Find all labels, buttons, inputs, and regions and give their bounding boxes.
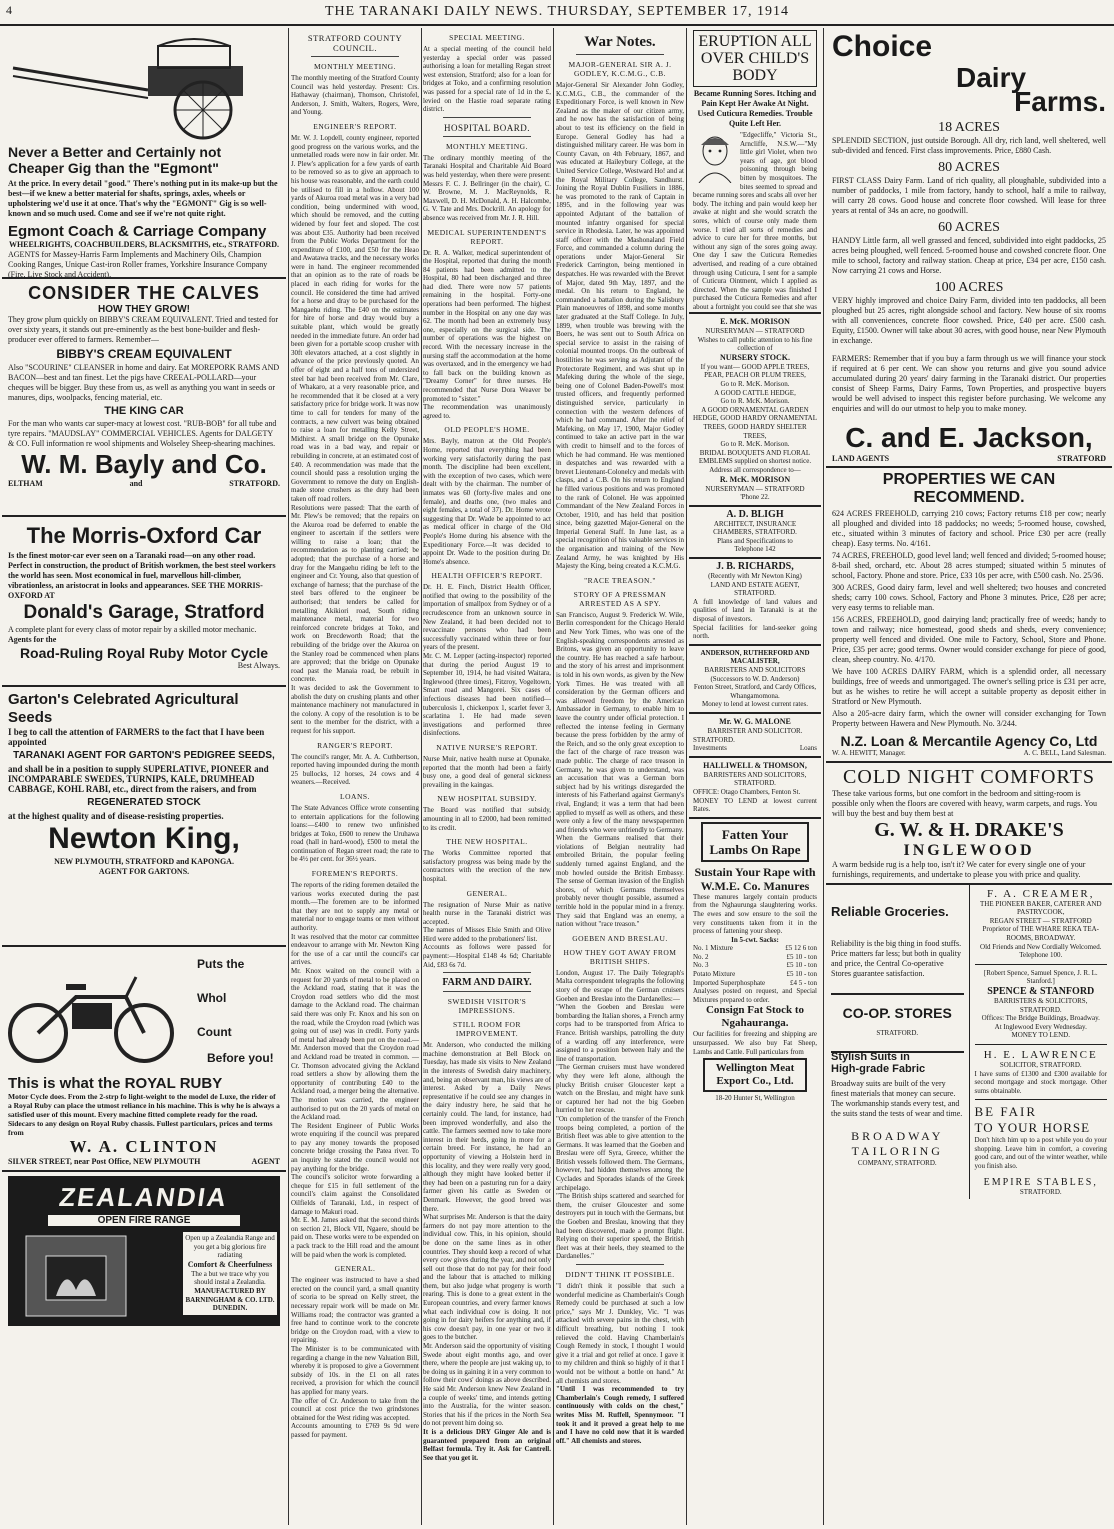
didnt-think-heading: DIDN'T THINK IT POSSIBLE. (565, 1270, 675, 1279)
chamberlain-para-2: "Until I was recommended to try Chamberlain's Cough remedy, I suffered continuously with colds on the chest," writes Miss M. Ruffell, Spennymoor. "I took it and it proved a great help to me and I have no cold now that it is warded off." All chemists and stores. (556, 1385, 684, 1445)
bayly-loc-eltham: ELTHAM (8, 479, 43, 488)
lawrence-body: I have sums of £1300 and £300 available for second mortgage and stock mortgage. Other sums obtainable. (974, 1069, 1107, 1095)
col6-lower-right (970, 885, 1113, 1200)
council-para-4: It was decided to ask the Government to abolish the duty on crushing plants and other maintenance machinery not manufactured in the colony. A copy of the resolution is to be sent to the member for the district, with a request for his support. (291, 683, 419, 735)
manure-price-list (693, 944, 817, 987)
hospital-para-5: Mrs. Bayly, matron at the Old People's Home, reported that everything had been working very satisfactorily during the past month. The discipline had been excellent, with the exception of two cases, which were dealt with by the chairman. The number of inmates was 60 (forty-five males and one female), and deaths one, (two males and eight females, a total of 37). Dr. Home wrote suggesting that Dr. Wade be appointed to act as medical officer in charge of the Old People's Home during his absence with the Expeditionary Force.—It was decided to appoint Dr. Wade to the position during Dr. Home's absence. (423, 437, 551, 566)
bligh-title: ARCHITECT, INSURANCE CHAMBERS, STRATFORD. (713, 519, 797, 537)
zealandia-body2: The a but we trace why you should instal a Zealandia. (191, 1269, 269, 1287)
coop-stores: CO-OP. STORES (831, 993, 964, 1053)
council-para-14: The Minister is to be communicated with regarding a change in the new Valuation Bill, whereby it is proposed to give a Government subsidy of 10s. in the £1 on all rates received, a provision for which the council has applied for many years. (291, 1344, 419, 1396)
wellington-meat-company: Wellington Meat Export Co., Ltd. (703, 1058, 807, 1092)
jackson-ad (826, 414, 1112, 468)
fabric-body: Broadway suits are built of the very finest materials that money can secure. The workmanship stands every test, and the suits stand the tests of wear and time. (831, 1079, 963, 1119)
garton-agent2: AGENT FOR GARTONS. (98, 867, 190, 876)
council-para-13: The engineer was instructed to have a shed erected on the council yard, a small quantity of scoria to be spread on Kelly street, the necessary repair work will be made on Mr. Williams road; the contractor was granted a free hand to continue work to the concrete bridge on the Croydon road, with a view to repairing. (291, 1276, 419, 1345)
richards-sub: (Recently with Mr Newton King) (708, 572, 802, 581)
property-item: 156 ACRES, FREEHOLD, good dairying land; practically free of weeds; handy to town and railway; nice homestead, good sheds and sheds, every convenience; property well fenced and divided. One mile to Factory, School, Store and Phone. Price, £35 per acre; good terms. Owner would consider exchange for piece of good, clean, sheep country. No. 4/170. (832, 615, 1106, 664)
property-item: Also a 205-acre dairy farm, which the owner will consider exchanging for Town Property between Hawera and New Plymouth. No. 3/244. (832, 709, 1106, 728)
egmont-trades: WHEELRIGHTS, COACHBUILDERS, BLACKSMITHS, etc., STRATFORD. (8, 240, 280, 249)
clinton-address: SILVER STREET, near Post Office, NEW PLYMOUTH (8, 1157, 201, 1166)
bayly-loc-and: and (129, 479, 143, 488)
eruption-body: "Edgecliffe," Victoria St., Arncliffe, N.S.W.—"My little girl Violet, when two years of age, got blood poisoning through being bitten by mosquitoes. The bites seemed to spread and became running sores and scabs all over her body. The itching and pain would keep her awake at night and she would scratch the sores, which of course only made them worse. I tried all sorts of remedies and advice to cure her for three months, but without any sign of the sores going away. One day I saw the Cuticura Remedies advertised, and reading of a cure obtained through using Cuticura, I sent for a sample of Cuticura Ointment, which I applied as directed. When the sample was finished I purchased the Cuticura Remedies and after about a fortnight you could see that she was (693, 131, 817, 311)
richards-body2: Special facilities for land-seeker going north. (693, 623, 817, 641)
column-4-news (556, 28, 684, 1527)
page-number: 4 (6, 3, 13, 17)
war-para-7: "On completion of the transfer of the French troops being completed, a portion of the British fleet was able to give attention to the Germans. It was learned that the Goeben and Breslau were off Syra, Greece, whither the British vessels followed them. The Germans, however, had hidden themselves among the Cyclades and Sporades islands of the Greek archipelago. (556, 1114, 684, 1192)
bligh-ad (689, 507, 821, 559)
masthead (0, 0, 1114, 26)
dairy-word: Dairy (956, 62, 1027, 93)
eruption-sub: Became Running Sores. Itching and Pain Kept Her Awake At Night. Used Cuticura Remedies. Trouble Quite Left Her. (693, 89, 817, 128)
calves-ad (2, 279, 286, 517)
column-2-news (291, 28, 419, 1527)
hospital-para-7: Mr. C. M. Lepper (acting-inspector) reported that during the period August 19 to September 10, 1914, he had visited Waitara, Inglewood (three times), Fitzroy, Vogeltown, Smart road and Mangorei. Six cases of infectious diseases had been notified—tuberculosis 1, chickenpox 1, scarlet fever 3, scarlatina 1. He had made seven investigations and performed three disinfections. (423, 652, 551, 738)
loans-heading: LOANS. (340, 791, 370, 801)
garton-agent: TARANAKI AGENT FOR GARTON'S PEDIGREE SEEDS, (13, 750, 275, 761)
malone-name: Mr. W. G. MALONE (719, 716, 791, 726)
garton-body3: at the highest quality and of disease-resisting properties. (8, 811, 224, 821)
king-car-body: For the man who wants car super-macy at lowest cost. "RUB-BOB" for all tube and tyre repairs. "MAUDSLAY" COMMERCIAL VEHICLES. Agents for DALGETY & CO. Full information re wool shipments and Wolseley Sheep-shearing machines. (8, 419, 277, 448)
motorcycle-illustration (6, 957, 176, 1067)
zealandia-body: Open up a Zealandia Range and you get a big glorious fire radiating (185, 1234, 275, 1260)
subsidy-heading: NEW HOSPITAL SUBSIDY. (437, 794, 537, 804)
swedish-visitor-heading: SWEDISH VISITOR'S IMPRESSIONS. (447, 997, 527, 1016)
bligh-name: A. D. BLIGH (726, 508, 784, 520)
donalds-garage: Donald's Garage, Stratford (23, 602, 265, 623)
masthead-title: THE TARANAKI DAILY NEWS. THURSDAY, SEPTEMBER 17, 1914 (324, 4, 790, 19)
anderson-title: BARRISTERS AND SOLICITORS (704, 666, 806, 674)
hospital-general-heading: GENERAL. (466, 888, 508, 898)
native-nurse-heading: NATIVE NURSE'S REPORT. (436, 742, 538, 752)
malone-investments: Investments (693, 744, 727, 753)
price-row: Imported Superphosphate £4 5 - ton (693, 978, 817, 987)
council-para-11: The council's solicitor wrote forwarding a cheque for £15 in full settlement of the council's claim against the Consolidated Oilfields of Taranaki, Ltd., in respect of damage to Makuri road. (291, 1173, 419, 1216)
manure-note: Analyses posted on request, and Special Mixtures prepared to order. (693, 987, 817, 1004)
bayly-locations (8, 479, 280, 489)
column-5-ads (689, 28, 821, 1527)
groceries-body: Reliability is the big thing in food stuffs. Price matters far less; but both in quality and price, the Central Co-operative Stores guarantee satisfaction. (831, 938, 962, 978)
clinton-agent: W. A. CLINTON (69, 1137, 219, 1156)
engineer-report-heading: ENGINEER'S REPORT. (313, 121, 397, 131)
morison-want: If you want— GOOD APPLE TREES, PEAR, PEACH OR PLUM TREES, (700, 362, 810, 380)
lawrence-title: SOLICITOR, STRATFORD. (999, 1060, 1082, 1069)
war-para-1: Major-General Sir Alexander John Godley, K.C.M.G., C.B., the commander of the Expeditionary Force, is well known in New Zealand as the maker of our citizen army, and he now has the satisfaction of being about to test its efficiency on the field in Europe. General Godley has had a distinguished military career. He was born in County Cavan, on 4th February, 1867, and was educated at Haileybury College, at the United Service College, Westward Ho! and at the Royal Military College, Sandhurst. Joining the Royal Dublin Fusiliers in 1886, he was promoted to the rank of Captain in 1895, and in the following year was appointed Adjutant of the battalion of mounted infantry organised for special service in Rhodesia. Later, he was appointed staff officer with the Mashonaland Field Force, and commanded a column during the operations under Major-General Sir Frederick Carrington, being mentioned in despatches. He was rewarded with the Brevet of Major, dated 9th May, 1897, and the medal. On his return to England, he commanded a battalion during the Salisbury Plain manoeuvres of 1898, and some months later graduated at the Staff College. In July, 1899, when trouble was brewing with the Boers, he was sent out to South Africa on special service to assist in the raising of colonial mounted troops. On the outbreak of hostilities he was serving as Adjutant of the Protectorate Regiment, and was shut up in Mafeking during the whole of the siege, being one of Colonel Baden-Powell's most trusted officers, and frequently performed distinguished service, particularly in connection with the western defences of which he had command. After the relief of Mafeking, on May 17, 1900, Major Godley continued to take an active part in the war with credit to himself and to the forces of which he had command. He was mentioned in despatches and was rewarded with a brevet Lieutenant-Colonelcy and medals with clasps, and a C.B. On his return to England he filled various positions and was promoted to the rank of Colonel. He was appointed Commandant of the New Zealand Forces in October, 1910, and has held that position since, being gazetted Major-General on the Imperial General Staff. In June last, as a special recognition of his valuable services in the organisation and training of the New Zealand Army, he was knighted by His Majesty the King, being created a K.C.M.G. (556, 81, 684, 571)
monthly-meeting-heading: MONTHLY MEETING. (314, 62, 396, 71)
hospital-para-12: The names of Misses Elsie Smith and Olive Hird were added to the probationers' list. (423, 926, 551, 943)
council-headline: STRATFORD COUNTY COUNCIL. (307, 33, 403, 53)
property-item: 300 ACRES, Good dairy farm, level and well sheltered; two houses and concreted sheds; carry 100 cows. School, Factory and Phone 3 minutes. Price, £28 per acre; very easy terms to reliable man. (832, 583, 1106, 612)
property-item: 74 ACRES, FREEHOLD, good level land; well fenced and divided; 5-roomed house; 8-bail shed, orchard, etc. About 28 acres stumped; situated within 5 minutes of school, Factory. Phone and store. Price, £33 10s per acre, with £500 cash. No. 25/36. (832, 551, 1106, 580)
manures-body: These manures largely contain products from the Nghaurunga slaughtering works. The ewes and sow ensure to the soil the very constituents taken from it in the process of fattening your sheep. (693, 892, 817, 936)
nz-loan-name: N.Z. Loan & Mercantile Agency Co, Ltd (840, 733, 1098, 749)
creamer-name: F. A. CREAMER, (987, 887, 1095, 900)
calves-sub: HOW THEY GROW! (97, 304, 191, 315)
morris-body: Is the finest motor-car ever seen on a Taranaki road—on any other road. Perfect in construction, the product of British workmen, the best steel workers the world has seen. Most economical in fuel, marvellous hill-climber, vibrationless, an aristocrat in looks and appearances. SEE THE MORRIS-OXFORD AT (8, 551, 276, 600)
morison-title: NURSERYMAN — STRATFORD (705, 327, 805, 335)
gig-body: At the price. In every detail "good." There's nothing put in its make-up but the best—if we knew a better material for shafts, springs, axles, wheels or upholstering we'd use it at once. That's why the "EGMONT" Gig is so well-known and so much used. Come and see if we're not quite right. (8, 179, 278, 218)
halliwell-name: HALLIWELL & THOMSON, (703, 760, 807, 770)
horse-body: Don't hitch him up to a post while you do your shopping. Leave him in comfort, a covering good care, and out of the winter weather, while you finish also. (974, 1136, 1107, 1171)
malone-ad (689, 714, 821, 758)
farmers-note: FARMERS: Remember that if you buy a farm through us we will finance your stock if required at 6 per cent. We can show you returns and give you sound advice accumulated during 20 years' dairy farming in the Taranaki district. Our properties consist of Sheep Farms, Dairy Farms, Town Properties, and prospective buyers would be well advised to inspect this register before purchasing. We welcome any enquiries and will do our utmost to help you to make money. (832, 354, 1106, 413)
improvement-heading: STILL ROOM FOR IMPROVEMENT. (453, 1020, 521, 1039)
farm-acres: 18 ACRES (938, 120, 1000, 135)
morison-hedge2: A GOOD ORNAMENTAL GARDEN HEDGE, GOOD HARDY ORNAMENTAL TREES, GOOD HARDY SHELTER TREES, (693, 405, 818, 440)
pressman-heading: STORY OF A PRESSMAN ARRESTED AS A SPY. (573, 589, 667, 608)
properties-ad (826, 468, 1112, 763)
jackson-name: C. and E. Jackson, (845, 422, 1093, 453)
rape-headline: Sustain Your Rape with W.M.E. Co. Manures (694, 864, 816, 893)
royal-ruby-headline: This is what the ROYAL RUBY (8, 1075, 223, 1092)
anderson-money: Money to lend at lowest current rates. (702, 700, 808, 709)
hospital-para-9: The Board was notified that subsidy, amounting in all to £2000, had been remitted to its credit. (423, 806, 551, 832)
farm-listings (826, 120, 1112, 414)
council-para-12: Mr. E. M. James asked that the second thirds on section 21, Block VII, Ngaere, should be paid on. These works were to be expended on a pack track to the Hill road and the amount will be paid when the work is completed. (291, 1216, 419, 1259)
war-para-6: "The German cruisers must have wondered why they were left alone, although the plucky British cruiser Gloucester kept a watch on the Breslau, and might have sunk or captured her had not the big Goeben hurried to her rescue. (556, 1063, 684, 1115)
old-peoples-home-heading: OLD PEOPLE'S HOME. (444, 425, 530, 435)
spence-money: MONEY TO LEND. (1011, 1031, 1070, 1040)
puts-the: Puts the (197, 957, 245, 971)
council-para-15: The offer of Cr. Anderson to take from the council at cost price the two grindstones obtained for the West riding was accepted. (291, 1396, 419, 1422)
farm-desc: HANDY Little farm, all well grassed and fenced, subdivided into eight paddocks, 25 acres being ploughed, well fenced. 5-roomed house and cowshed concrete floor. One mile to school, factory and railway station. Cheap at price, £34 per acre, £150 cash. Now carrying 21 cows and Horse. (832, 236, 1106, 275)
halliwell-ad (689, 758, 821, 819)
war-para-8: "The British ships scattered and searched for them, the cruiser Gloucester and some destroyers put in touch with the Germans, but the Goeben and Breslau, knowing that they had been discovered, made a prompt flight. Relying on their superior speed, the British fleet was at their heels, they steamed to the Dardanelles." (556, 1192, 684, 1261)
farm-desc: VERY highly improved and choice Dairy Farm, divided into ten paddocks, all been ploughed but 25 acres, right alongside school and factory. New house of six rooms with all conveniences, concrete floor cowshed. Price, £40 per acre. £500 cash. Equity, £1500. Owner will take about 30 acres, with good house, near New Plymouth in exchange. (832, 296, 1106, 345)
council-para-16: Accounts amounting to £769 9s 9d were passed for payment. (291, 1422, 419, 1439)
column-rule (288, 28, 289, 1525)
nz-loan-manager: W. A. HEWITT, Manager. (832, 749, 906, 757)
morison-name: E. McK. MORISON (720, 317, 790, 326)
before-you: Before you! (207, 1051, 274, 1065)
ranger-report-heading: RANGER'S REPORT. (317, 740, 393, 750)
calves-headline: CONSIDER THE CALVES (28, 283, 260, 303)
reliable-groceries: Reliable Groceries. (831, 903, 949, 919)
council-para-1: The monthly meeting of the Stratford County Council was held yesterday. Present: Crs. Hathaway (chairman), Thomson, Christofel, Anderson, J. Smith, Walters, Rogers, Were, and Young. (291, 74, 419, 117)
empire-stables: EMPIRE STABLES, (983, 1176, 1098, 1188)
newton-king: Newton King, (48, 822, 240, 855)
hospital-para-3: Dr. R. A. Walker, medical superintendent of the Hospital, reported that during the month 84 patients had been admitted to the Hospital, 80 had been discharged and three had died. There were now 57 patients remaining in the hospital. Forty-one operations had been performed. The highest number in the Hospital on any one day was 62. The month had been an extremely busy one, especially on the surgical side. The number of operations was the highest on record. With the necessary increase in the nursing staff the accommodation at the home was overtaxed, and in the emergency we had to fall back on the building known as "Dreamy Corner" for three nurses. He recommended that Nurse Dora Weaver be promoted to "sister." (423, 248, 551, 403)
godley-heading: MAJOR-GENERAL SIR A. J. GODLEY, K.C.M.G., C.B. (568, 60, 672, 78)
column-rule (686, 28, 687, 1525)
bayly-company: W. M. Bayly and Co. (21, 449, 267, 479)
anderson-sub: (Successors to W. D. Anderson) (710, 674, 800, 683)
nz-loan-salesman: A. C. BELL, Land Salesman. (1023, 749, 1106, 757)
farms-word: Farms. (1014, 86, 1106, 117)
morison-bridal: BRIDAL BOUQUETS AND FLORAL EMBLEMS supplied on shortest notice. Address all correspondence to— (698, 448, 812, 474)
price-row: No. 2 £5 10 - ton (693, 952, 817, 961)
anderson-ad (689, 646, 821, 714)
column-rule (823, 28, 824, 1525)
morison-phone: 'Phone 22. (740, 493, 770, 502)
drakes-town: INGLEWOOD (903, 841, 1035, 859)
calves-body: They grow plum quickly on BIBBY'S CREAM EQUIVALENT. Tried and tested for over sixty years, it stands out pre-eminently as the best bone-builder and flesh-producer ever offered to farmers. Remember— (8, 315, 279, 344)
empire-loc: STRATFORD. (1019, 1187, 1062, 1196)
hospital-para-6: Dr. H. E. Finch, District Health Officer, notified that owing to the possibility of the importation of smallpox from Sydney or of a recrudescence from an unknown source in New Zealand, it had been decided not to revaccinate persons who had been successfully vaccinated within three or four years of the present. (423, 583, 551, 652)
hospital-para-4: The recommendation was unanimously agreed to. (423, 403, 551, 420)
council-para-7: The reports of the riding foremen detailed the various works executed during the past month.—The foremen are to be informed that they are not to supply any metal or material nor to engage teams or men without authority. (291, 881, 419, 933)
agents-for: Agents for the (8, 635, 57, 644)
creamer-friends: Old Friends and New Cordially Welcomed. (980, 942, 1102, 951)
col6-lower-grid (826, 885, 1112, 1200)
cold-body: These take various forms, but one comfort in the bedroom and sitting-room is possible only when the floors are covered with heavy, warm carpets, and rugs. You will buy the best and buy them best at (832, 788, 1097, 818)
calves-list: Also "SCOURINE" CLEANSER in home and dairy. Eat MOREPORK RAMS AND BACON—best and tan finest. Let the pigs have CREEAL-POLLARD—your cheques will be bigger. Buy these from us, as well as anything you want in seeds or manures, dips, woolpacks, fencing material, etc. (8, 363, 280, 402)
chamberlain-para-1: "I didn't think it possible that such a wonderful medicine as Chamberlain's Cough Remedy could be purchased at such a low price," says Mr J. Dunkley, Vic. "I was attacked with severe pains in the chest, with difficult breathing, but nothing I took relieved the cold. Having Chamberlain's Cough Remedy in stock, I thought I would give it a trial and got relief at once. I gave it to my children and think so highly of it that I would not be without a bottle on hand." At all chemists and stores. (556, 1282, 684, 1385)
choice-word: Choice (832, 30, 933, 63)
farm-acres: 100 ACRES (934, 280, 1004, 295)
bligh-note: Plans and Specifications to (717, 536, 793, 545)
morison-nursery-ad (689, 314, 821, 507)
garton-body2: and shall be in a position to supply SUPERLATIVE, PIONEER and INCOMPARABLE SWEDES, TURNIPS, KALE, DRUMHEAD CABBAGE, KOHL RABI, etc., direct from the raisers, and from (8, 764, 269, 794)
health-officer-heading: HEALTH OFFICER'S REPORT. (431, 571, 543, 581)
morris-headline: The Morris-Oxford Car (26, 523, 262, 548)
royal-ruby-body: Motor Cycle does. From the 2-strp fo light-weight to the model de Luxe, the rider of a Royal Ruby can place the utmost reliance in his machine. This is why he is always a satisfied user of this mount. Every machine fitted complete ready for the road. Sidecars to any design on Royal Ruby chassis. Fullest particulars, prices and terms from (8, 1092, 280, 1137)
general-heading: GENERAL. (334, 1264, 376, 1274)
creamer-addr: REGAN STREET — STRATFORD (989, 916, 1092, 925)
eruption-headline: ERUPTION ALL OVER CHILD'S BODY (693, 30, 817, 87)
war-para-5: "When the Goeben and Breslau were bombarding the Italian shores, a French army corps had to be transported from Africa to France. British warships, patrolling the duty of a warding off any interference, were assigned to a position between Italy and the line of transportation. (556, 1003, 684, 1063)
garton-seeds-ad (2, 687, 286, 947)
hospital-board-headline: HOSPITAL BOARD. (444, 122, 530, 133)
consign-body: Our facilities for freezing and shipping are unsurpassed. We also buy Fat Sheep, Lambs and Cattle. Full particulars from (693, 1030, 817, 1056)
garage-body: A complete plant for every class of motor repair by a skilled motor mechanic. (8, 625, 257, 634)
zealandia-panel (183, 1232, 277, 1315)
malone-title: BARRISTER AND SOLICITOR. (707, 726, 803, 735)
hospital-para-1: At a special meeting of the council held yesterday a special order was passed authorising a loan for metalling Regan street west extension, Stratford; also for a loan for bridges at Toko, and a confirming resolution was passed for a special rate of 1d in the £, levied on the Hastie road separate rating district. (423, 45, 551, 114)
column-1-ads (2, 28, 286, 1527)
wellington-addr: 18-20 Hunter St, Wellington (715, 1094, 795, 1103)
anderson-name: ANDERSON, RUTHERFORD AND MACALISTER, (700, 648, 810, 666)
consign-headline: Consign Fat Stock to Ngahauranga. (705, 1004, 805, 1030)
richards-title: LAND AND ESTATE AGENT, STRATFORD. (710, 580, 800, 598)
sacks-label: In 5-cwt. Sacks: (731, 935, 779, 944)
richards-ad (689, 559, 821, 646)
hospital-monthly-heading: MONTHLY MEETING. (446, 141, 528, 151)
farm-acres: 80 ACRES (938, 160, 1000, 175)
egmont-gig-ad (2, 28, 286, 279)
garton-body: I beg to call the attention of FARMERS to the fact that I have been appointed (8, 727, 265, 747)
medical-super-heading: MEDICAL SUPERINTENDENT'S REPORT. (427, 227, 547, 246)
comfort-cheerfulness: Comfort & Cheerfulness (187, 1259, 273, 1269)
zealandia-maker: MANUFACTURED BY BARNINGHAM & CO. LTD. DUNEDIN. (185, 1286, 275, 1313)
gig-headline: Never a Better and Certainly not Cheaper Gig than the "Egmont" (8, 144, 222, 176)
farm-dairy-headline: FARM AND DAIRY. (442, 977, 532, 989)
col6-lower-left (826, 885, 970, 1200)
lawrence-name: H. E. LAWRENCE (983, 1048, 1098, 1061)
creamer-phone: Telephone 100. (1019, 951, 1063, 960)
new-hospital-heading: THE NEW HOSPITAL. (446, 837, 528, 847)
creamer-sub: THE PIONEER BAKER, CATERER AND PASTRYCOOK, (979, 899, 1102, 917)
war-para-4: London, August 17. The Daily Telegraph's Malta correspondent telegraphs the following story of the escape of the German cruisers Goeben and Breslau into the Dardanelles:— (556, 968, 684, 1003)
council-para-5: The council's ranger, Mr. A. A. Cuthbertson, reported having impounded during the month 25 bullocks, 12 horses, 24 cows and 4 weaners.—Received. (291, 752, 419, 787)
zealandia-ad (8, 1176, 280, 1326)
cold-night-headline: COLD NIGHT COMFORTS (843, 765, 1095, 788)
wme-manures-ad (689, 819, 821, 1106)
war-para-2: San Francisco, August 9. Frederick W. Wile, Berlin correspondent for the Chicago Herald and New York Times, who was one of the English-speaking correspondents arrested as Britons, was given an opportunity to leave the country. He has reached a safe harbour, and the story of his arrest and imprisonment is told in his own words, as given by the New York Times. He was treated with all consideration by the German officers and was allowed freedom by the American Ambassador in Germany, to enable him to leave the country under official protection. I reflected the intense feeling in Germany because the press forbidden by the army of the Reich, and so the only great exception to the fact of the charge of race treason was made public. The charge of race treason in Germany, he was given to understand, was an accusation that was a German born subject had by his writings disregarded the interests of his Fatherland against Germany's rival, England; it was a term that had been applied to myself as well as others, and these were only a few of the many newspapermen and friends who were unfriendly to Germany. (556, 610, 684, 834)
jackson-stratford: STRATFORD (1057, 454, 1106, 463)
spence-name: SPENCE & STANFORD (987, 985, 1095, 997)
zealandia-sub: OPEN FIRE RANGE (48, 1215, 240, 1226)
hospital-para-13: Accounts as follows were passed for payment:—Hospital £148 4s 6d; Charitable Aid, £83 6s 7d. (423, 943, 551, 969)
column-rule (553, 28, 554, 1525)
foremen-heading: FOREMEN'S REPORTS. (311, 869, 399, 879)
morison-goto-1: Go to R. McK. Morison. (720, 379, 790, 388)
broadway-word: BROADWAY (851, 1129, 944, 1144)
properties-headline: PROPERTIES WE CAN RECOMMEND. (882, 471, 1056, 506)
dairy-para-3: Mr. Anderson said the opportunity of visiting Swede about eight months ago, and over there, where the people are just waking up, to be doing us in gaining it in a very common to follow their cows' doings as above described. He said Mr. Anderson knew New Zealand in a couple of weeks' time, and intends getting into the Australia, for the winter season. Stories that his if the prices in the North Sea do not prevent him doing so. (423, 1342, 551, 1428)
column-3-news (423, 28, 551, 1527)
british-ships-heading: HOW THEY GOT AWAY FROM BRITISH SHIPS. (563, 947, 677, 966)
newton-king-towns: NEW PLYMOUTH, STRATFORD and KAPONGA. (54, 857, 234, 866)
morison-goto-2: Go to R. McK. Morison. (720, 397, 790, 406)
be-fair: BE FAIR (974, 1104, 1038, 1120)
dairy-para-1: Mr. Anderson, who conducted the milking machine demonstration at Bell Block on Tuesday, has made six visits to New Zealand in the interests of Swedish dairy machinery, and, being an observant man, his views are of interest. Asked by a Daily News representative if he could see any changes in the dairy industry here, he said that he certainly could. The land, for instance, had been improved wonderfully, and also the cattle. The farmers seemed now to take more interest in their herds, going in more for a certain breed. For instance, he had an opportunity of viewing a Holstein herd in this locality, and they were really very good, although they might have looked better if they had been on a pasturing run for a dairy farmer given his cattle as Sweden or Denmark. However, the good breed was there. (423, 1041, 551, 1213)
war-para-3: When the Germans realised that their violations of Belgian neutrality had embroiled Britain, the popular feeling suddenly turned against England, and the mob howled outside the British Embassy. The sense of German invasion of the English shores, of which Germans themselves probably never thought possible, assumed a terrible hold in the popular mind in a frenzy. They said that England was an enemy, a nation without "race treason." (556, 834, 684, 929)
clinton-agent-tag: AGENT (251, 1157, 280, 1166)
child-portrait-illustration (693, 133, 737, 183)
egmont-agents: AGENTS for Massey-Harris Farm Implements and Machinery Oils, Champion Cooking Ranges, Unique Cast-iron Roller frames, Yorkshire Insurance Company (Fire, Live Stock and Accident). (8, 250, 268, 279)
hospital-para-10: The Works Committee reported that satisfactory progress was being made by the contractors with the erection of the new hospital. (423, 849, 551, 883)
stylish-suits: Stylish Suits in (831, 1051, 910, 1064)
morris-oxford-ad (2, 517, 286, 687)
war-notes-headline: War Notes. (584, 34, 656, 50)
farm-acres: 60 ACRES (938, 220, 1000, 235)
morison-goto-3: Go to R. McK. Morison. (720, 440, 790, 449)
coop-loc: STRATFORD. (876, 1028, 919, 1037)
spence-sub: [Robert Spence, Samuel Spence, J. R. L. Stanford.] (983, 968, 1098, 986)
richards-name: J. B. RICHARDS, (716, 561, 794, 573)
creamer-prop: Proprietor of THE WHARE REKA TEA-ROOMS, BROADWAY. (982, 925, 1099, 942)
spence-offices: Offices: The Bridge Buildings, Broadway. (981, 1014, 1100, 1023)
broadway-company: COMPANY, STRATFORD. (857, 1159, 937, 1168)
drake-ad (826, 763, 1112, 885)
cuticura-ad (689, 28, 821, 314)
council-para-9: Mr. Knox waited on the council with a request for 20 yards of metal to be placed on the Ackland road, stating that it was the Croydon road settlers who did the most damage to the Ackland road. The chairman said there was only Fr. Knox and his son on the road, while the Croydon road (which was going out of use) was in credit. Forty yards of metal had already been put on the road.—Mr. Anderson moved that the Croydon road and Ackland road be treated in common. —Cr. Thomson advocated giving the Ackland road settlers a show by allowing them the opportunity of contributing £40 to the Ackland road, a merger being the alternative. The motion was carried, the engineer authorised to put on the 20 yards of metal on the Ackland road. (291, 967, 419, 1122)
hospital-para-8: Nurse Muir, native health nurse at Opunake, reported that the month had been a fairly busy one, a good deal of general sickness prevailing in the kaingas. (423, 754, 551, 789)
goeben-heading: GOEBEN AND BRESLAU. (572, 933, 668, 943)
fire-range-illustration (16, 1230, 136, 1322)
high-grade-fabric: High-grade Fabric (831, 1063, 926, 1076)
column-6-ads (826, 28, 1112, 1527)
race-treason-heading: "RACE TREASON." (584, 575, 656, 585)
morison-body: Wishes to call public attention to his fine collection of (697, 335, 813, 353)
price-row: No. 3 £5 10 - ton (693, 961, 817, 970)
tailoring-word: TAILORING (851, 1144, 943, 1159)
special-meeting-heading: SPECIAL MEETING. (449, 33, 525, 42)
nursery-stock: NURSERY STOCK. (720, 352, 790, 362)
malone-loans: Loans (799, 744, 817, 753)
county: Count (197, 1025, 232, 1039)
anderson-addr: Fenton Street, Stratford, and Cardy Offices, Whangamomona. (693, 683, 817, 700)
council-para-10: The Resident Engineer of Public Works wrote enquiring if the council was prepared to pay any money towards the proposed concrete bridge crossing the Patea river. To an inquiry he stated the council would not pay anything for the bridge. (291, 1121, 419, 1173)
price-row: No. 1 Mixture £5 12 6 ton (693, 944, 817, 953)
council-para-2: Mr. W. J. Lopdell, county engineer, reported good progress on the various works, and the unmetalled roads were now in fair order. Mr. J. Plew's application for a few yards of earth to be removed so as to give an approach to his house was reasonable, and the earth could be utilised to fill in a hollow. About 100 yards of Akuroa road metal was in a very bad condition, being undermined with wood, which should be removed, and the cutting widened by four feet and sloped. The cost was about £35. Authority had been received from the Public Works Department for the expenditure of £100, and £50 for the Heao and Awatawa tracks, and the necessary works were in hand. The engineer recommended that an opinion as to the rate of roads be placed in each riding for works for the council. He considered the time had arrived for a horse and dray to be purchased for the Mangaehu riding. The £40 on the estimates for hire of horse and dray would buy a suitable plant, which would be greatly needed in the immediate future. An order had been given for a portable scoop crusher with 30ft elevators attached, at a cost slightly in advance of the price previously quoted. An offer of eight and a half tons of undersized steel bar had been received from Mr. Clare, of Whakaro, at a very reasonable price, and he recommended that it be closed at a very satisfactory price for bridge work. It was now time to call for tenders for many of the contracts, a new culvert was being obtained to raise a loan for metalling Kelly Street, Midhirst. A small bridge on the Opunake road was in a bad way, and repair or rebuilding in concrete, at an estimated cost of £40. A recommendation was made that the council should pass a resolution urging the Government to remove the duty on English-made stone crushers as the duty had been taken off road rollers. (291, 133, 419, 503)
royal-ruby-product: Road-Ruling Royal Ruby Motor Cycle (19, 645, 269, 661)
spence-title: BARRISTERS & SOLICITORS, STRATFORD. (994, 996, 1088, 1014)
property-item: We have 100 ACRES DAIRY FARM, which is a splendid order, all necessary buildings, free of weeds and unmortgaged. The owner's selling price is £31 per acre, but as he wishes to retire he will accept a suitable property as deposit either in Stratford or New Plymouth. (832, 667, 1106, 706)
hospital-para-2: The ordinary monthly meeting of the Taranaki Hospital and Charitable Aid Board was held yesterday, when there were present: Messrs F. C. J. Bellringer (in the chair), C. W. Browne, M. J. MacReynolds, R. Maxwell, D. H. McDonald, A. H. Halcombe, G. V. Tate and Mrs. Dockrill. An apology for absence was received from Mr. J. R. Hill. (423, 153, 551, 222)
ginger-ale-ad: It is a delicious DRY Ginger Ale and is guaranteed prepared from an original Belfast formula. Try it. Ask for Cantrell. See that you get it. (423, 1427, 551, 1462)
property-item: 624 ACRES FREEHOLD, carrying 210 cows; Factory returns £18 per cow; nearly all ploughed and divided into 18 paddocks; no weeds; 5-roomed house, cowshed, etc., situated within 3 minutes of factory and school. Price £30 per acre (really cheap). Easy terms. No. 4/161. (832, 509, 1106, 548)
to-your-horse: TO YOUR HORSE (974, 1120, 1091, 1136)
whole: Whol (197, 991, 227, 1005)
drakes-name: G. W. & H. DRAKE'S (874, 818, 1064, 841)
bayly-loc-stratford: STRATFORD. (229, 479, 280, 488)
royal-ruby-ad (2, 947, 286, 1172)
dairy-para-2: What surprises Mr. Anderson is that the dairy farmers do not pay more attention to the individual cow. This, in his opinion, should be done on the same lines as in other countries. They should keep a record of what every cow gives during the year, and not only sell out those that do not pay for their food and the labour that is attached to milking them, but also judge what progeny is worth rearing. This is done to a great extent in the European countries, and every farmer knows what each individual cow is doing. It not going in for dairy heifers for anything and, if his cow doesn't pay, in one year or two it goes to the butcher. (423, 1213, 551, 1342)
morison-title-2: NURSERYMAN — STRATFORD (705, 484, 805, 493)
hospital-para-11: The resignation of Nurse Muir as native health nurse in the Taranaki district was accepted. (423, 900, 551, 926)
morison-name-2: R. McK. MORISON (719, 474, 791, 484)
lambs-headline: Fatten Your Lambs On Rape (701, 822, 809, 862)
best-always: Best Always. (237, 661, 280, 670)
egmont-company: Egmont Coach & Carriage Company (8, 223, 267, 240)
jackson-land-agents: LAND AGENTS (832, 454, 890, 463)
halliwell-office: OFFICE: Otago Chambers, Fenton St. (693, 787, 801, 796)
zealandia-brand: ZEALANDIA (57, 1182, 230, 1212)
king-car-headline: THE KING CAR (104, 405, 184, 417)
column-rule (421, 28, 422, 1525)
morison-hedge: A GOOD CATTLE HEDGE, (714, 388, 796, 397)
farm-desc: FIRST CLASS Dairy Farm. Land of rich quality, all ploughable, subdivided into a number of paddocks, 1 mile from factory, handy to school, half a mile to railway, will carry 28 cows. Good house and concrete floor cowshed. Will lease for three years at rental of 34s an acre, no goodwill. (832, 176, 1106, 215)
richards-body: A full knowledge of land values and qualities of land in Taranaki is at the disposal of investors. (693, 597, 817, 624)
price-row: Potato Mixture £5 10 - ton (693, 970, 817, 979)
council-para-6: The State Advances Office wrote consenting to entertain applications for the following loans:—£400 to renew two unfinished bridges at Toko, £600 to renew the Uruhawa road (hall in hard-wood), £500 to metal the continuation of Regan street road; the rate to be 4½ per cent. for 36½ years. (291, 803, 419, 864)
spence-inglewood: At Inglewood Every Wednesday. (994, 1022, 1087, 1031)
bligh-phone: Telephone 142 (734, 545, 776, 554)
garton-headline: Garton's Celebrated Agricultural Seeds (8, 691, 239, 726)
choice-dairy-farms-banner (826, 28, 1112, 116)
regenerated-stock: REGENERATED STOCK (87, 797, 201, 808)
gig-carriage-illustration (8, 30, 278, 140)
halliwell-title: BARRISTERS AND SOLICITORS, STRATFORD. (703, 770, 807, 788)
bibby-product: BIBBY'S CREAM EQUIVALENT (56, 347, 232, 361)
halliwell-money: MONEY TO LEND at lowest current Rates. (693, 796, 817, 814)
council-para-3: Resolutions were passed: That the earth of Mr. Plew's be removed; that the repairs on the Akuroa road be deferred to enable the engineer to ascertain if the settlers were willing to raise a loan; that the recommendation as to planting carried; be adopted; that the purchase of a horse and dray for the Mangaehu riding be left to the engineer and Cr. Young, also that question of exchange of harness; that the purchase of the steel bars offered to the engineer be authorised; that tenders be called for metalling Akikiori road, South riding maintenance metal, material for two reinforced concrete bridges at Toko, and work on Brecdeworth Road; that the rebuilding of the bridge over the Akuroa on the Stanley road be commenced when plans are approved; that the bridge on Opunake road past the Manaia road, be rebuilt in concrete. (291, 503, 419, 684)
malone-loc: STRATFORD. (693, 735, 735, 744)
council-para-8: It was resolved that the motor car committee endeavour to arrange with Mr. Newton King for the use of a car until the council's car arrives. (291, 932, 419, 967)
cold-body2: A warm bedside rug is a help too, isn't it? We cater for every single one of your furnishings, requirements, and undertake to please you with price and quality. (832, 859, 1086, 879)
farm-desc: SPLENDID SECTION, just outside Borough. All dry, rich land, well sheltered, well sub-divided and fenced. First class improvements. Price, £880 Cash. (832, 136, 1106, 155)
